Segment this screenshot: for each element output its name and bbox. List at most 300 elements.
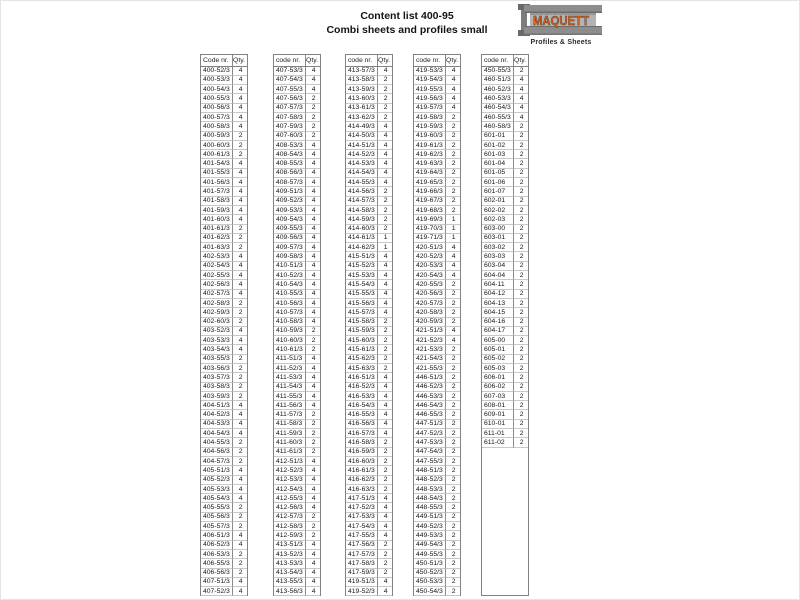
code-cell: 406-55/3 (201, 559, 233, 568)
code-cell: 410-61/3 (274, 345, 306, 354)
code-cell: 419-70/3 (414, 225, 446, 234)
qty-cell: 4 (306, 234, 320, 243)
qty-cell: 2 (514, 318, 528, 327)
code-cell: 419-64/3 (414, 169, 446, 178)
qty-cell: 2 (514, 290, 528, 299)
table-row (414, 401, 460, 410)
qty-cell: 2 (233, 299, 247, 308)
code-cell: 401-62/3 (201, 234, 233, 243)
qty-cell: 4 (306, 169, 320, 178)
code-cell: 449-52/3 (414, 522, 446, 531)
code-cell: 420-56/3 (414, 290, 446, 299)
table-row (482, 113, 528, 122)
code-cell: 411-60/3 (274, 438, 306, 447)
table-row (201, 280, 247, 289)
table-row (201, 299, 247, 308)
code-cell: 415-61/3 (346, 345, 378, 354)
code-cell: 448-51/3 (414, 466, 446, 475)
table-row (414, 150, 460, 159)
qty-cell: 4 (306, 476, 320, 485)
code-cell: 602-02 (482, 206, 514, 215)
code-cell: 415-56/3 (346, 299, 378, 308)
code-cell: 421-53/3 (414, 345, 446, 354)
qty-cell: 2 (514, 345, 528, 354)
code-cell: 416-53/3 (346, 392, 378, 401)
table-row (346, 141, 392, 150)
code-cell: 410-54/3 (274, 280, 306, 289)
code-cell: 417-54/3 (346, 522, 378, 531)
qty-cell: 4 (378, 122, 392, 131)
code-cell: 448-52/3 (414, 476, 446, 485)
table-row (346, 271, 392, 280)
table-row (346, 85, 392, 94)
code-cell: 610-01 (482, 420, 514, 429)
qty-cell: 2 (446, 410, 460, 419)
table-row (274, 290, 320, 299)
table-row (346, 448, 392, 457)
table-row (201, 420, 247, 429)
code-cell: 419-68/3 (414, 206, 446, 215)
qty-cell: 4 (446, 243, 460, 252)
table-row (346, 345, 392, 354)
qty-cell: 4 (378, 262, 392, 271)
qty-cell: 2 (446, 141, 460, 150)
code-cell: 421-54/3 (414, 355, 446, 364)
code-cell: 419-71/3 (414, 234, 446, 243)
qty-cell: 2 (306, 132, 320, 141)
table-row (346, 299, 392, 308)
table-header-row (346, 55, 392, 67)
code-cell: 413-54/3 (274, 569, 306, 578)
table-row (201, 225, 247, 234)
qty-cell: 4 (446, 262, 460, 271)
qty-cell: 2 (378, 569, 392, 578)
table-row (482, 94, 528, 103)
code-cell: 601-05 (482, 169, 514, 178)
qty-cell: 4 (446, 94, 460, 103)
table-row (414, 457, 460, 466)
table-row (201, 355, 247, 364)
code-cell: 419-55/3 (414, 85, 446, 94)
qty-cell: 4 (233, 429, 247, 438)
code-cell: 400-61/3 (201, 150, 233, 159)
code-cell: 404-51/3 (201, 401, 233, 410)
qty-cell: 2 (446, 159, 460, 168)
qty-cell: 4 (378, 178, 392, 187)
qty-cell: 2 (306, 104, 320, 113)
code-cell: 407-60/3 (274, 132, 306, 141)
table-row (201, 290, 247, 299)
table-row (346, 252, 392, 261)
code-cell: 415-58/3 (346, 318, 378, 327)
code-cell: 409-56/3 (274, 234, 306, 243)
code-cell: 604-15 (482, 308, 514, 317)
code-cell: 609-01 (482, 410, 514, 419)
table-row (274, 113, 320, 122)
code-cell: 414-58/3 (346, 206, 378, 215)
qty-cell: 2 (446, 169, 460, 178)
code-cell: 408-56/3 (274, 169, 306, 178)
table-row (414, 485, 460, 494)
table-row (482, 252, 528, 261)
qty-cell: 2 (446, 420, 460, 429)
table-row (274, 299, 320, 308)
code-cell: 446-51/3 (414, 373, 446, 382)
code-cell: 415-63/3 (346, 364, 378, 373)
qty-cell: 4 (233, 410, 247, 419)
code-cell: 407-52/3 (201, 587, 233, 596)
table-row (482, 271, 528, 280)
table-row (482, 76, 528, 85)
table-row (346, 401, 392, 410)
table-row (482, 122, 528, 131)
qty-cell: 2 (378, 206, 392, 215)
qty-cell: 1 (446, 215, 460, 224)
table-row (346, 383, 392, 392)
table-row (414, 206, 460, 215)
qty-cell: 2 (378, 345, 392, 354)
table-row (201, 587, 247, 596)
code-cell: 411-59/3 (274, 429, 306, 438)
code-cell: 413-57/3 (346, 67, 378, 76)
code-cell: 409-52/3 (274, 197, 306, 206)
qty-cell: 2 (446, 587, 460, 596)
qty-cell: 4 (378, 159, 392, 168)
qty-cell: 2 (233, 392, 247, 401)
table-row (274, 67, 320, 76)
code-cell: 416-51/3 (346, 373, 378, 382)
qty-cell: 4 (306, 383, 320, 392)
table-row (414, 234, 460, 243)
table-row (482, 290, 528, 299)
qty-cell: 4 (378, 373, 392, 382)
code-cell: 406-51/3 (201, 531, 233, 540)
table-row (414, 159, 460, 168)
code-column-header: code nr. (482, 55, 514, 66)
code-cell: 411-52/3 (274, 364, 306, 373)
code-cell: 402-57/3 (201, 290, 233, 299)
qty-cell: 4 (378, 150, 392, 159)
qty-cell: 4 (306, 76, 320, 85)
table-row (201, 522, 247, 531)
code-cell: 402-58/3 (201, 299, 233, 308)
code-cell: 601-01 (482, 132, 514, 141)
code-table-2 (273, 54, 321, 596)
code-cell: 602-01 (482, 197, 514, 206)
code-cell: 401-55/3 (201, 169, 233, 178)
table-row (274, 178, 320, 187)
table-row (274, 262, 320, 271)
code-cell: 417-57/3 (346, 550, 378, 559)
code-cell: 414-62/3 (346, 243, 378, 252)
table-row (482, 234, 528, 243)
table-row (201, 141, 247, 150)
code-cell: 415-52/3 (346, 262, 378, 271)
code-cell: 417-51/3 (346, 494, 378, 503)
qty-cell: 2 (446, 299, 460, 308)
code-cell: 401-60/3 (201, 215, 233, 224)
code-cell: 601-06 (482, 178, 514, 187)
qty-cell: 2 (233, 522, 247, 531)
qty-cell: 4 (378, 271, 392, 280)
table-row (201, 308, 247, 317)
code-cell: 409-51/3 (274, 187, 306, 196)
code-cell: 413-52/3 (274, 550, 306, 559)
table-row (274, 85, 320, 94)
qty-cell: 4 (446, 67, 460, 76)
code-cell: 401-63/3 (201, 243, 233, 252)
qty-cell: 4 (233, 94, 247, 103)
table-row (346, 197, 392, 206)
code-cell: 407-53/3 (274, 67, 306, 76)
qty-cell: 4 (306, 559, 320, 568)
table-row (274, 308, 320, 317)
qty-cell: 4 (233, 178, 247, 187)
code-cell: 419-51/3 (346, 578, 378, 587)
code-cell: 409-57/3 (274, 243, 306, 252)
table-row (482, 345, 528, 354)
qty-cell: 2 (378, 466, 392, 475)
code-cell: 401-54/3 (201, 159, 233, 168)
code-cell: 403-55/3 (201, 355, 233, 364)
table-row (201, 438, 247, 447)
qty-cell: 2 (233, 364, 247, 373)
table-row (346, 392, 392, 401)
table-row (201, 197, 247, 206)
table-row (414, 429, 460, 438)
qty-cell: 2 (378, 94, 392, 103)
code-cell: 605-02 (482, 355, 514, 364)
code-cell: 419-52/3 (346, 587, 378, 596)
table-row (346, 569, 392, 578)
table-row (274, 373, 320, 382)
table-row (482, 178, 528, 187)
qty-cell: 4 (514, 94, 528, 103)
code-cell: 412-51/3 (274, 457, 306, 466)
qty-cell: 4 (378, 252, 392, 261)
code-cell: 419-53/3 (414, 67, 446, 76)
table-row (414, 541, 460, 550)
code-cell: 460-54/3 (482, 104, 514, 113)
code-cell: 419-57/3 (414, 104, 446, 113)
qty-cell: 1 (446, 225, 460, 234)
code-table-1 (200, 54, 248, 596)
table-row (274, 559, 320, 568)
table-row (346, 178, 392, 187)
qty-cell: 2 (378, 104, 392, 113)
qty-cell: 4 (306, 569, 320, 578)
code-cell: 416-55/3 (346, 410, 378, 419)
qty-cell: 2 (514, 243, 528, 252)
qty-cell: 2 (306, 420, 320, 429)
table-header-row (201, 55, 247, 67)
table-row (346, 587, 392, 596)
code-cell: 414-61/3 (346, 234, 378, 243)
code-cell: 460-53/3 (482, 94, 514, 103)
qty-cell: 4 (378, 531, 392, 540)
qty-cell: 4 (514, 104, 528, 113)
table-row (274, 420, 320, 429)
qty-cell: 2 (446, 197, 460, 206)
qty-cell: 2 (233, 318, 247, 327)
code-cell: 407-58/3 (274, 113, 306, 122)
table-row (274, 494, 320, 503)
qty-cell: 2 (233, 457, 247, 466)
table-row (274, 234, 320, 243)
code-cell: 601-07 (482, 187, 514, 196)
table-row (346, 150, 392, 159)
qty-cell: 2 (446, 187, 460, 196)
code-table-4 (413, 54, 461, 596)
qty-cell: 2 (514, 234, 528, 243)
table-row (414, 420, 460, 429)
qty-cell: 2 (446, 355, 460, 364)
qty-cell: 2 (514, 429, 528, 438)
code-cell: 460-55/3 (482, 113, 514, 122)
qty-cell: 2 (378, 541, 392, 550)
qty-cell: 4 (233, 541, 247, 550)
code-cell: 417-52/3 (346, 503, 378, 512)
table-row (414, 494, 460, 503)
qty-cell: 4 (306, 364, 320, 373)
qty-cell: 2 (514, 67, 528, 76)
qty-cell: 4 (378, 587, 392, 596)
table-row (274, 206, 320, 215)
code-column-header: Code nr. (201, 55, 233, 66)
code-cell: 601-03 (482, 150, 514, 159)
code-cell: 603-01 (482, 234, 514, 243)
qty-cell: 4 (446, 104, 460, 113)
table-row (201, 271, 247, 280)
qty-cell: 4 (378, 141, 392, 150)
qty-cell: 2 (446, 308, 460, 317)
qty-cell: 2 (514, 364, 528, 373)
code-cell: 604-16 (482, 318, 514, 327)
table-row (346, 67, 392, 76)
table-row (414, 559, 460, 568)
code-cell: 403-58/3 (201, 383, 233, 392)
qty-cell: 4 (233, 336, 247, 345)
table-row (201, 67, 247, 76)
code-cell: 604-04 (482, 271, 514, 280)
qty-cell: 4 (306, 280, 320, 289)
code-cell: 400-54/3 (201, 85, 233, 94)
table-row (414, 531, 460, 540)
qty-cell: 2 (306, 345, 320, 354)
qty-cell: 2 (446, 485, 460, 494)
code-table-5 (481, 54, 529, 596)
code-cell: 401-56/3 (201, 178, 233, 187)
table-row (346, 243, 392, 252)
qty-cell: 2 (446, 531, 460, 540)
code-cell: 408-54/3 (274, 150, 306, 159)
code-cell: 404-53/3 (201, 420, 233, 429)
table-row (346, 290, 392, 299)
table-row (414, 67, 460, 76)
qty-cell: 4 (233, 290, 247, 299)
table-row (414, 85, 460, 94)
code-cell: 417-59/3 (346, 569, 378, 578)
qty-cell: 2 (514, 225, 528, 234)
code-cell: 416-59/3 (346, 448, 378, 457)
qty-cell: 2 (514, 373, 528, 382)
qty-cell: 2 (378, 438, 392, 447)
table-row (414, 94, 460, 103)
qty-cell: 4 (306, 159, 320, 168)
qty-cell: 2 (378, 327, 392, 336)
table-row (274, 438, 320, 447)
table-row (482, 85, 528, 94)
qty-cell: 4 (233, 494, 247, 503)
table-row (414, 308, 460, 317)
table-row (201, 448, 247, 457)
table-row (346, 410, 392, 419)
code-cell: 416-52/3 (346, 383, 378, 392)
table-row (201, 364, 247, 373)
table-row (274, 271, 320, 280)
table-body (201, 67, 247, 597)
qty-cell: 4 (514, 85, 528, 94)
table-row (346, 104, 392, 113)
table-row (201, 531, 247, 540)
qty-cell: 2 (446, 559, 460, 568)
table-row (414, 578, 460, 587)
table-row (346, 420, 392, 429)
code-cell: 405-57/3 (201, 522, 233, 531)
qty-cell: 4 (378, 290, 392, 299)
table-row (274, 522, 320, 531)
table-row (414, 345, 460, 354)
qty-cell: 4 (306, 187, 320, 196)
qty-cell: 4 (306, 318, 320, 327)
table-row (201, 104, 247, 113)
table-row (346, 280, 392, 289)
code-cell: 412-53/3 (274, 476, 306, 485)
qty-cell: 2 (378, 559, 392, 568)
code-cell: 400-60/3 (201, 141, 233, 150)
qty-cell: 2 (514, 420, 528, 429)
qty-cell: 2 (446, 113, 460, 122)
qty-cell: 2 (446, 364, 460, 373)
code-cell: 420-59/3 (414, 318, 446, 327)
table-row (482, 438, 528, 447)
table-row (201, 113, 247, 122)
table-row (482, 318, 528, 327)
code-cell: 405-51/3 (201, 466, 233, 475)
table-row (414, 169, 460, 178)
table-row (201, 503, 247, 512)
table-row (274, 132, 320, 141)
table-row (201, 318, 247, 327)
table-row (201, 476, 247, 485)
code-cell: 448-55/3 (414, 503, 446, 512)
page-title: Content list 400-95 (360, 10, 454, 22)
qty-cell: 4 (233, 327, 247, 336)
table-row (482, 299, 528, 308)
code-cell: 406-53/3 (201, 550, 233, 559)
table-row (274, 466, 320, 475)
table-row (201, 550, 247, 559)
code-cell: 606-01 (482, 373, 514, 382)
qty-cell: 2 (378, 336, 392, 345)
table-row (274, 569, 320, 578)
table-row (414, 448, 460, 457)
code-cell: 419-60/3 (414, 132, 446, 141)
qty-cell: 4 (446, 252, 460, 261)
qty-cell: 4 (378, 503, 392, 512)
code-cell: 416-54/3 (346, 401, 378, 410)
qty-cell: 4 (378, 429, 392, 438)
